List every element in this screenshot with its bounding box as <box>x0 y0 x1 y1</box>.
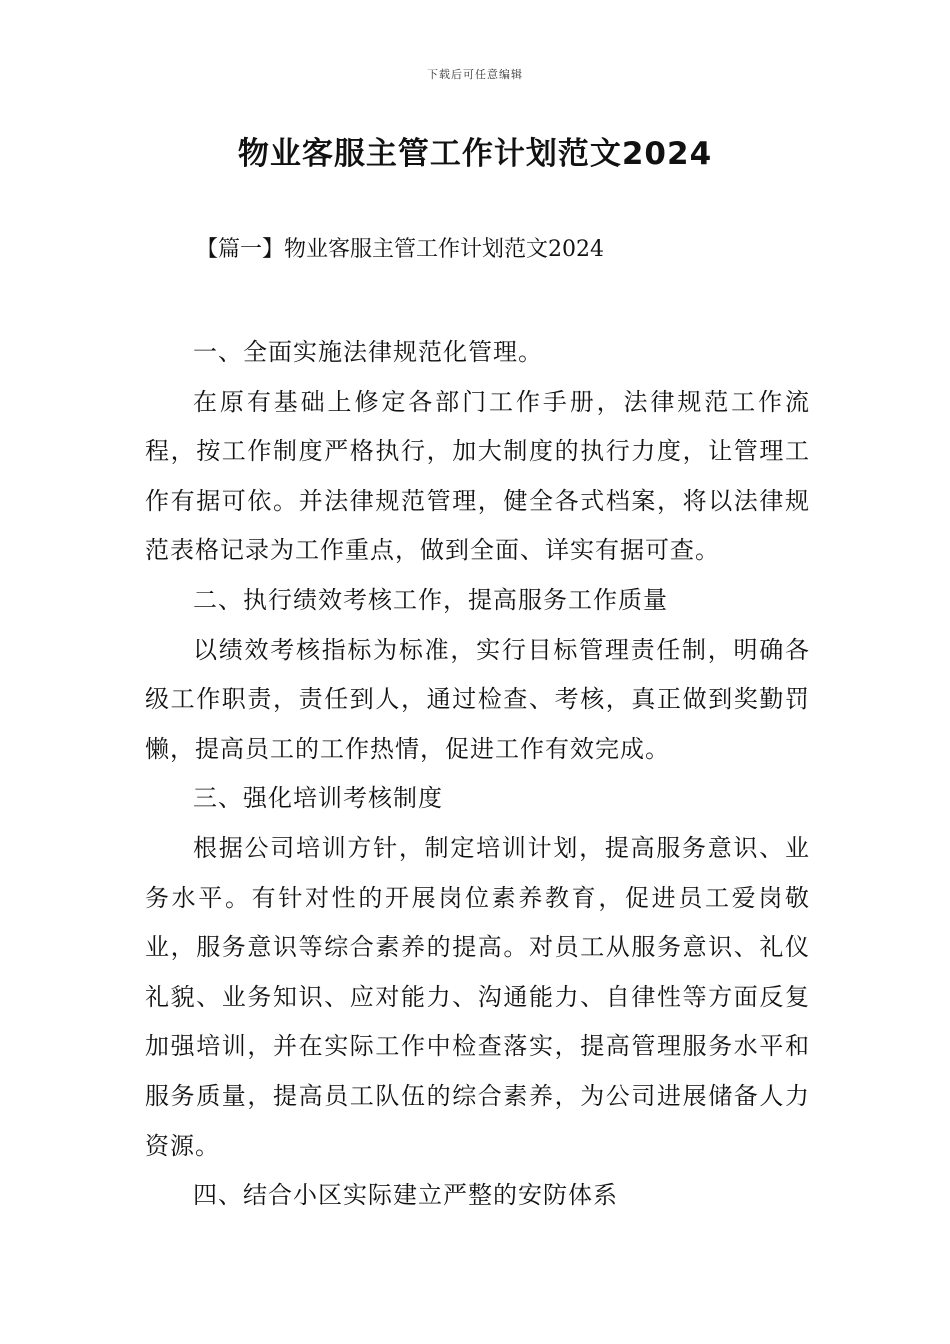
paragraph-2: 以绩效考核指标为标准，实行目标管理责任制，明确各级工作职责，责任到人，通过检查、考核，真正做到奖勤罚懒，提高员工的工作热情，促进工作有效完成。 <box>145 635 810 763</box>
document-subtitle: 【篇一】物业客服主管工作计划范文2024 <box>196 237 604 262</box>
section-heading-1: 一、全面实施法律规范化管理。 <box>193 338 543 366</box>
document-title: 物业客服主管工作计划范文2024 <box>237 136 713 172</box>
paragraph-1: 在原有基础上修定各部门工作手册，法律规范工作流程，按工作制度严格执行，加大制度的执行力度，让管理工作有据可依。并法律规范管理，健全各式档案，将以法律规范表格记录为工作重点，做到全面、详实有据可查。 <box>145 387 810 565</box>
document-body <box>145 328 810 1221</box>
header-note: 下载后可任意编辑 <box>427 68 523 81</box>
section-heading-2: 二、执行绩效考核工作，提高服务工作质量 <box>193 585 668 614</box>
section-heading-4: 四、结合小区实际建立严整的安防体系 <box>193 1181 618 1210</box>
section-heading-3: 三、强化培训考核制度 <box>193 784 443 813</box>
paragraph-3: 根据公司培训方针，制定培训计划，提高服务意识、业务水平。有针对性的开展岗位素养教育，促进员工爱岗敬业，服务意识等综合素养的提高。对员工从服务意识、礼仪礼貌、业务知识、应对能力、沟通能力、自律性等方面反复加强培训，并在实际工作中检查落实，提高管理服务水平和服务质量，提高员工队伍的综合素养，为公司进展储备人力资源。 <box>145 833 810 1160</box>
